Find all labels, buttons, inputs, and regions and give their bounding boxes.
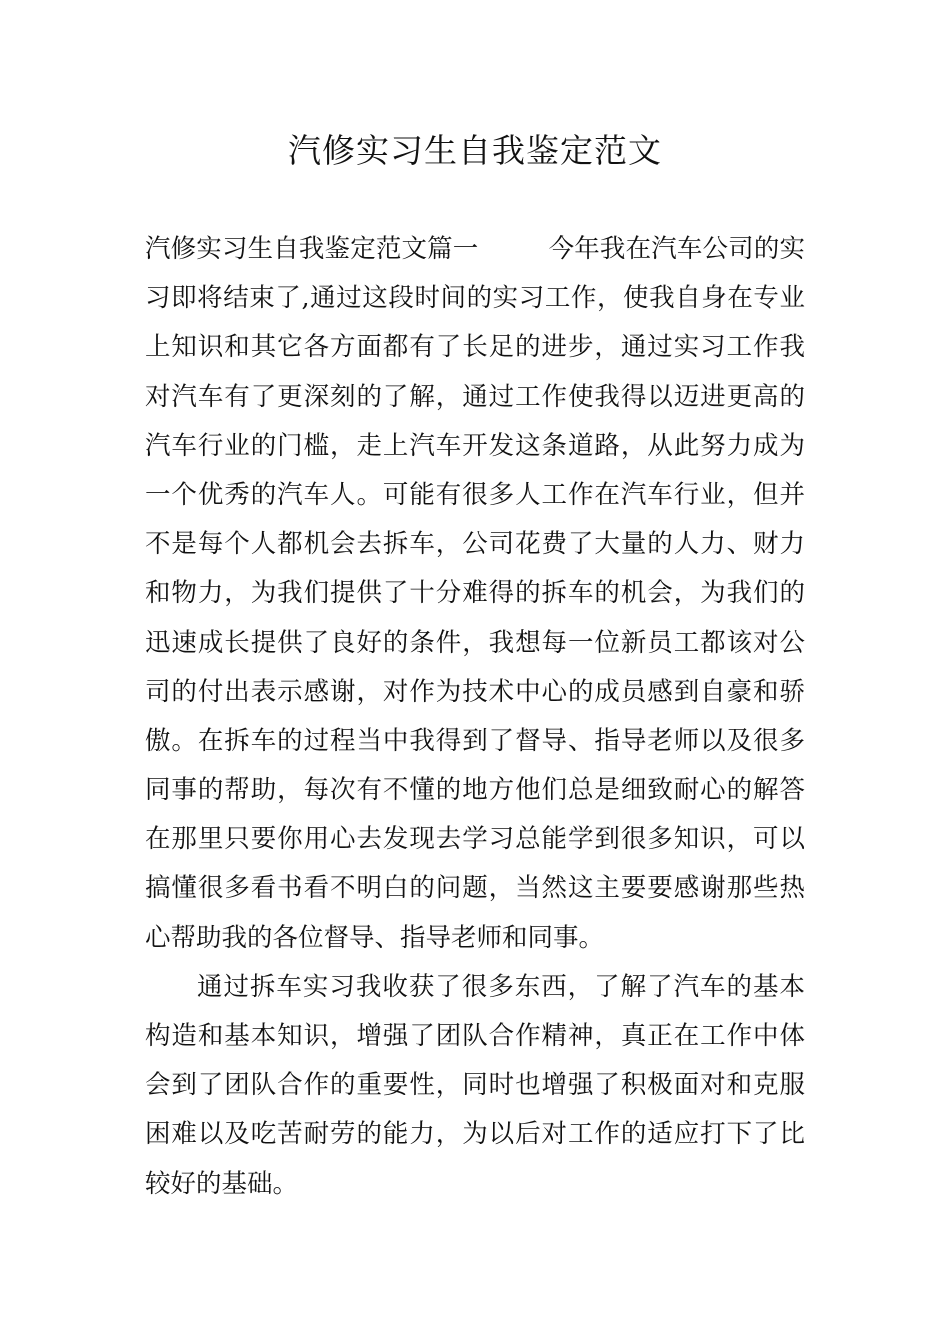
paragraph-line: 司的付出表示感谢，对作为技术中心的成员感到自豪和骄 (145, 676, 805, 707)
paragraph-text: 今年我在汽车公司的实 (548, 234, 805, 264)
paragraph-line: 和物力，为我们提供了十分难得的拆车的机会，为我们的 (145, 578, 805, 609)
section-heading: 汽修实习生自我鉴定范文篇一 (145, 234, 479, 264)
paragraph-line: 对汽车有了更深刻的了解，通过工作使我得以迈进更高的 (145, 381, 805, 412)
paragraph-line: 习即将结束了,通过这段时间的实习工作，使我自身在专业 (145, 283, 805, 314)
paragraph-line: 会到了团队合作的重要性，同时也增强了积极面对和克服 (145, 1070, 805, 1101)
paragraph-line: 上知识和其它各方面都有了长足的进步，通过实习工作我 (145, 332, 805, 363)
paragraph-line: 搞懂很多看书看不明白的问题，当然这主要要感谢那些热 (145, 873, 805, 904)
paragraph-line: 困难以及吃苦耐劳的能力，为以后对工作的适应打下了比 (145, 1119, 805, 1150)
paragraph-line: 构造和基本知识，增强了团队合作精神，真正在工作中体 (145, 1021, 805, 1051)
paragraph-line: 通过拆车实习我收获了很多东西，了解了汽车的基本 (197, 971, 805, 1002)
paragraph-line: 傲。在拆车的过程当中我得到了督导、指导老师以及很多 (145, 725, 805, 756)
paragraph-line: 不是每个人都机会去拆车，公司花费了大量的人力、财力 (145, 529, 805, 560)
paragraph-line: 同事的帮助，每次有不懂的地方他们总是细致耐心的解答 (145, 775, 805, 806)
paragraph-line (145, 225, 805, 274)
paragraph-line: 在那里只要你用心去发现去学习总能学到很多知识，可以 (145, 824, 805, 855)
paragraph-1 (145, 225, 805, 963)
paragraph-line: 迅速成长提供了良好的条件，我想每一位新员工都该对公 (145, 627, 805, 658)
paragraph-line: 较好的基础。 (145, 1168, 299, 1199)
paragraph-2 (145, 963, 805, 1209)
document-title: 汽修实习生自我鉴定范文 (288, 131, 662, 170)
paragraph-line: 一个优秀的汽车人。可能有很多人工作在汽车行业，但并 (145, 479, 805, 510)
paragraph-line: 汽车行业的门槛，走上汽车开发这条道路，从此努力成为 (145, 430, 805, 461)
document-body (145, 225, 805, 1209)
paragraph-line: 心帮助我的各位督导、指导老师和同事。 (145, 922, 605, 953)
